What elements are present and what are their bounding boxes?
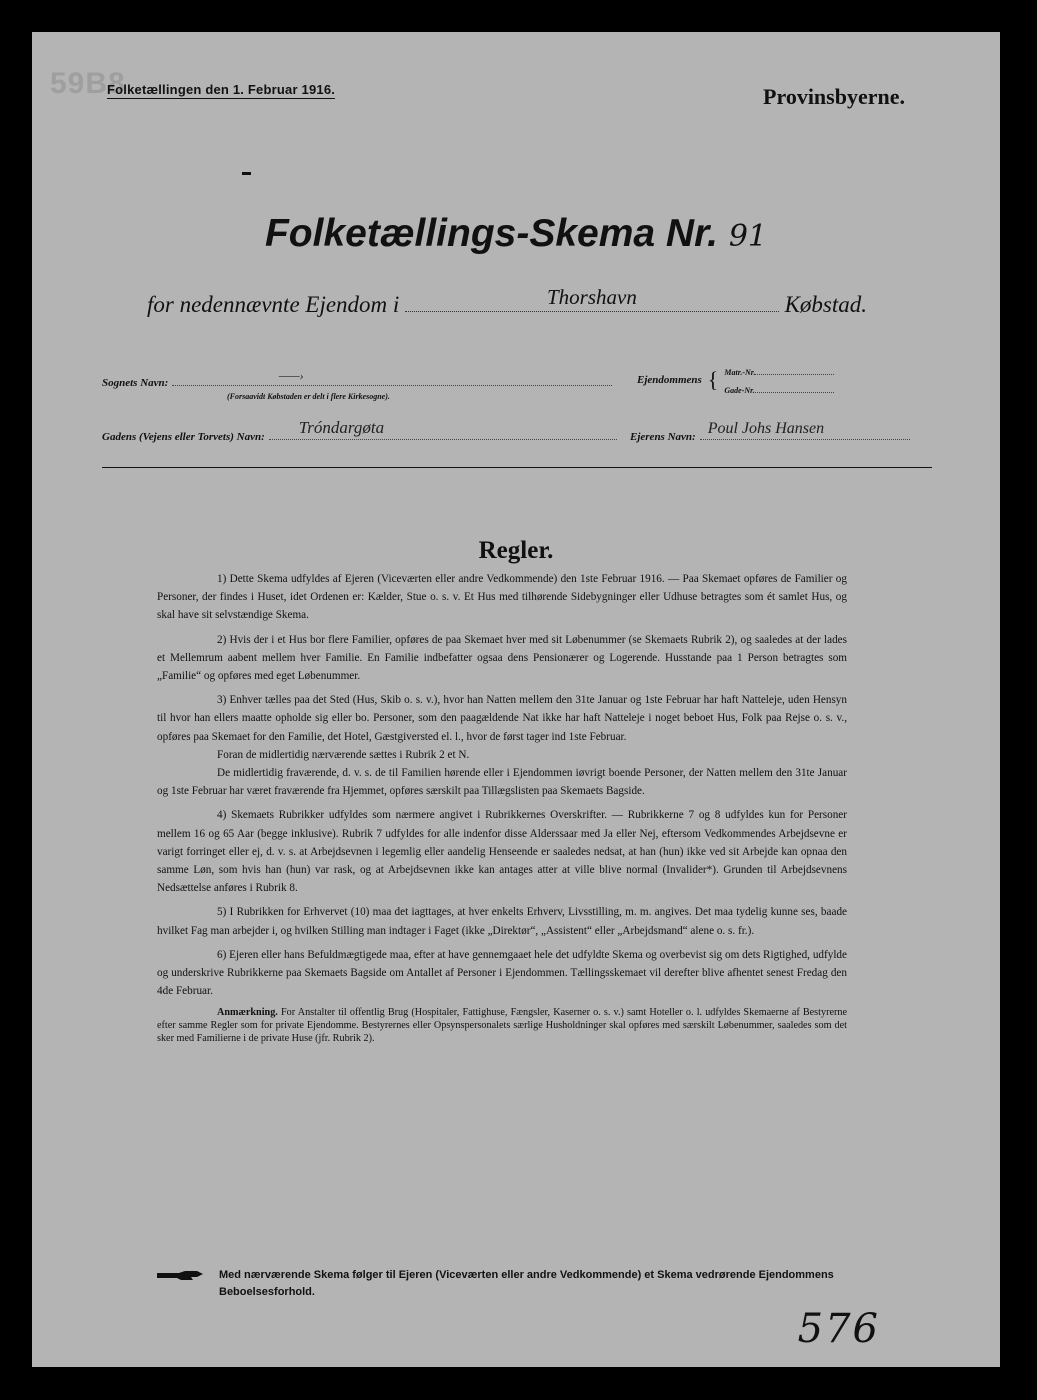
owner-field — [630, 420, 910, 443]
street-label: Gadens (Vejens eller Torvets) Navn: — [102, 431, 265, 443]
census-form-sheet — [32, 32, 1000, 1367]
rule-item: Foran de midlertidig nærværende sættes i Rubrik 2 et N. — [217, 748, 470, 761]
owner-line — [700, 420, 910, 440]
matr-line — [755, 365, 834, 375]
form-number: 91 — [728, 219, 767, 254]
gade-label: Gade-Nr. — [724, 386, 755, 395]
property-number-field: Ejendommens { Matr.-Nr. Gade-Nr. — [637, 365, 834, 395]
remark-text: For Anstalter til offentlig Brug (Hospitaler, Fattighuse, Fængsler, Kaserner o. s. v.) samt Hoteller o. l. udfyldes Skemaerne af Bestyrerne efter samme Regler som for private Ejendomme. Bestyrernes eller Opsynspersonalets særlige Husholdninger skal opføres med særskilt Løbenummer, saaledes som det sker med Familierne i de private Huse (jfr. Rubrik 2). — [157, 1007, 847, 1045]
region-label: Provinsbyerne. — [763, 84, 905, 109]
gade-line — [755, 383, 835, 393]
census-date-line: Folketællingen den 1. Februar 1916. — [107, 82, 336, 97]
rules-heading: Regler. — [478, 537, 554, 564]
property-label: Ejendommens — [637, 374, 702, 386]
form-title-text: Folketællings-Skema Nr. — [264, 212, 718, 255]
remark — [157, 1006, 847, 1045]
parish-line: ⸺› — [172, 372, 612, 386]
town-field — [405, 285, 778, 312]
rule-item: 1) Dette Skema udfyldes af Ejeren (Viceværten eller andre Vedkommende) den 1ste Februar 1916. — Paa Skemaet opføres de Familier og Personer, der findes i Huset, idet Ordenen er: Kælder, Stue o. s. v. Et Hus med tilhørende Sidebygninger eller Udhuse betragtes som ét samlet Hus, og skal have sit selvstændige Skema. — [157, 573, 847, 622]
faint-stamp-mark: 59B8 — [50, 67, 126, 100]
pointing-hand-icon — [157, 1270, 205, 1282]
ink-mark — [242, 172, 251, 175]
rule-item: 5) I Rubrikken for Erhvervet (10) maa det iagttages, at hver enkelts Erhverv, Livsstilling, m. m. angives. Det maa tydelig kunne ses, baade hvilket Fag man arbejder i, og hvilken Stilling man indtager i Faget (ikke „Direktør“, „Assistent“ eller „Arbejdsmand“ alene o. s. fr.). — [157, 906, 847, 937]
street-value: Tróndargøta — [298, 418, 385, 437]
rule-item: 4) Skemaets Rubrikker udfyldes som nærmere angivet i Rubrikkernes Overskrifter. — Rubrikkerne 7 og 8 udfyldes kun for Personer mellem 16 og 65 Aar (begge inklusive). Rubrik 7 udfyldes for alle indenfor disse Alderssaar med Ja eller Nej, eftersom Vedkommendes Arbejdsevne er varigt forringet eller ej, d. v. s. at Arbejdsevnen i legemlig eller aandelig Henseende er saaledes nedsat, at han (hun) ikke ved sit Arbejde kan opnaa den samme Løn, som hvis han (hun) var rask, og at Arbejdsevnen ikke kan antages atter at ville blive normal (Invalider*). Grunden til Arbejdsevnens Nedsættelse anføres i Rubrik 8. — [157, 809, 847, 895]
rules-body — [157, 570, 847, 1051]
rule-item: De midlertidig fraværende, d. v. s. de til Familien hørende eller i Ejendommen iøvrigt boende Personer, der Natten mellem den 31te Januar og 1ste Februar har været fraværende fra Hjemmet, opføres særskilt paa Tillægslisten paa Skemaets Bagside. — [157, 767, 847, 798]
rule-item: 6) Ejeren eller hans Befuldmægtigede maa, efter at have gennemgaaet hele det udfyldte Skema og overbevist sig om dets Rigtighed, udfylde og underskrive Rubrikkerne paa Skemaets Bagside om Antallet af Personer i Ejendommen. Tællingsskemaet vil derefter blive afhentet senest Fredag den 4de Februar. — [157, 948, 847, 998]
town-value: Thorshavn — [547, 285, 637, 309]
owner-label: Ejerens Navn: — [630, 431, 696, 443]
page-number: 576 — [797, 1306, 880, 1352]
property-suffix: Købstad. — [784, 292, 867, 317]
parish-label: Sognets Navn: — [102, 377, 169, 389]
matr-label: Matr.-Nr. — [724, 368, 756, 377]
street-field — [102, 418, 617, 443]
rule-item: 2) Hvis der i et Hus bor flere Familier, opføres de paa Skemaet hver med sit Løbenummer (se Skemaets Rubrik 2), og saaledes at der lades et Mellemrum aabent mellem hver Familie. En Familie indbefatter ogsaa dens Pensionærer og Logerende. Husstande paa 1 Person betragtes som „Familie“ og opføres med eget Løbenummer. — [157, 633, 847, 683]
section-divider — [102, 467, 932, 468]
property-line — [147, 285, 867, 318]
form-title — [32, 212, 1000, 256]
parish-note: (Forsaavidt Købstaden er delt i flere Kirkesogne). — [227, 392, 390, 401]
owner-value: Poul Johs Hansen — [707, 420, 825, 437]
remark-label: Anmærkning. — [217, 1007, 278, 1019]
footer-notice — [157, 1267, 857, 1301]
footer-notice-text: Med nærværende Skema følger til Ejeren (Viceværten eller andre Vedkommende) et Skema vedrørende Ejendommens Beboelsesforhold. — [219, 1269, 834, 1298]
street-line — [269, 418, 617, 440]
parish-field — [102, 368, 612, 389]
property-prefix: for nedennævnte Ejendom i — [147, 292, 400, 317]
rule-item: 3) Enhver tælles paa det Sted (Hus, Skib o. s. v.), hvor han Natten mellem den 31te Januar og 1ste Februar har haft Natteleje, uden Hensyn til hvor han ellers maatte opholde sig eller bo. Personer, som den paagældende Nat ikke har haft Natteleje i noget beboet Hus, Folk paa Rejse o. s. v., opføres paa Skemaet for den Familie, det Hotel, Gæstgiversted el. l., hvor de først tager ind 1ste Februar. — [157, 694, 847, 743]
